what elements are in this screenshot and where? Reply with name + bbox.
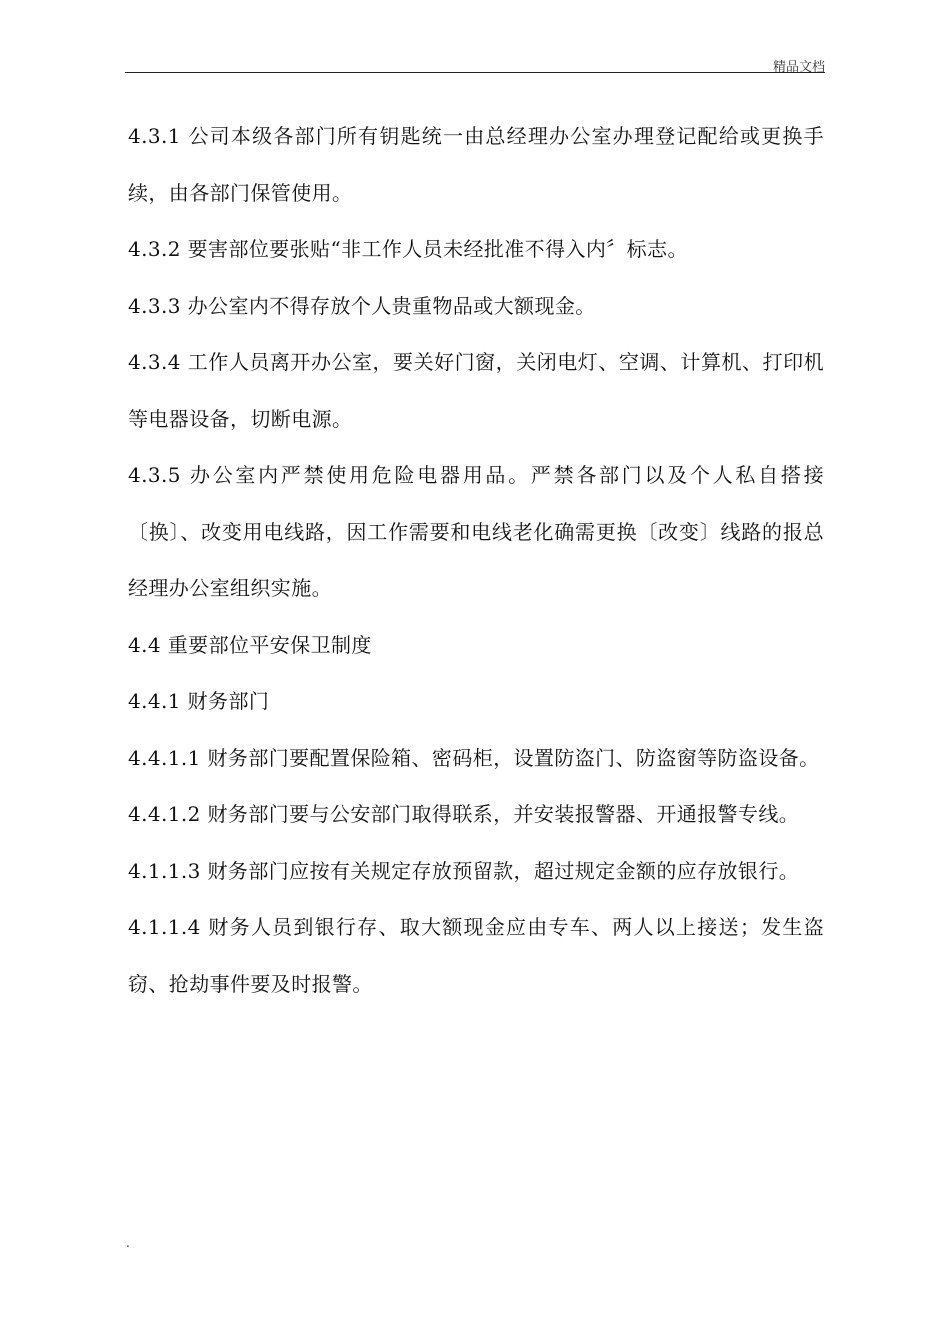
paragraph-4-1-1-3: 4.1.1.3 财务部门应按有关规定存放预留款，超过规定金额的应存放银行。 [128, 858, 800, 883]
paragraph-4-4-1-2: 4.4.1.2 财务部门要与公安部门取得联系，并安装报警器、开通报警专线。 [128, 802, 800, 826]
paragraph-4-1-1-4: 4.1.1.4 财务人员到银行存、取大额现金应由专车、两人以上接送；发生盗窃、抢劫事件要及时报警。 [128, 915, 824, 996]
paragraph-4-3-5: 4.3.5 办公室内严禁使用危险电器用品。严禁各部门以及个人私自搭接〔换〕、改变用电线路，因工作需要和电线老化确需更换〔改变〕线路的报总经理办公室组织实施。 [128, 463, 824, 600]
paragraph-4-3-1: 4.3.1 公司本级各部门所有钥匙统一由总经理办公室办理登记配给或更换手续，由各部门保管使用。 [128, 124, 824, 205]
paragraph-4-4-1-1: 4.4.1.1 财务部门要配置保险箱、密码柜，设置防盗门、防盗窗等防盗设备。 [128, 745, 820, 770]
header-divider [125, 72, 825, 73]
footer-mark: . [126, 1236, 130, 1250]
paragraph-4-3-3: 4.3.3 办公室内不得存放个人贵重物品或大额现金。 [128, 293, 596, 318]
page-header-label: 精品文档 [772, 60, 825, 75]
document-body [128, 108, 824, 1012]
paragraph-4-3-4: 4.3.4 工作人员离开办公室，要关好门窗，关闭电灯、空调、计算机、打印机等电器设备，切断电源。 [128, 350, 824, 431]
subsection-heading-4-4-1: 4.4.1 财务部门 [128, 689, 270, 713]
paragraph-4-3-2: 4.3.2 要害部位要张贴“非工作人员未经批准不得入内〞标志。 [128, 237, 688, 261]
section-heading-4-4: 4.4 重要部位平安保卫制度 [128, 632, 372, 657]
